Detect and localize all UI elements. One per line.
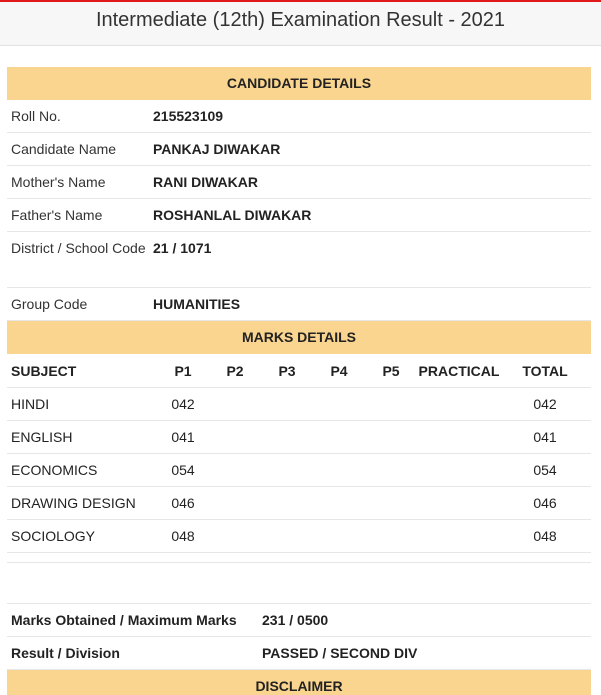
p1-cell: 054	[171, 462, 195, 478]
column-header-subject: SUBJECT	[11, 363, 77, 379]
column-header-total: TOTAL	[522, 363, 568, 379]
detail-row-group-code	[7, 288, 591, 321]
p5-cell	[365, 487, 417, 519]
practical-cell	[417, 388, 501, 420]
subject-cell: SOCIOLOGY	[11, 528, 96, 544]
p4-cell	[313, 388, 365, 420]
p3-cell	[261, 388, 313, 420]
p3-cell	[261, 421, 313, 453]
marks-obtained-label: Marks Obtained / Maximum Marks	[11, 612, 237, 628]
p1-cell: 041	[171, 429, 195, 445]
p5-cell	[365, 421, 417, 453]
column-header-p3: P3	[278, 363, 296, 379]
column-header-p4: P4	[330, 363, 348, 379]
p3-cell	[261, 454, 313, 486]
detail-label: Mother's Name	[11, 174, 106, 190]
p5-cell	[365, 520, 417, 552]
column-header-practical: PRACTICAL	[418, 363, 500, 379]
detail-row-roll-no	[7, 100, 591, 133]
summary-row-result	[7, 637, 591, 670]
table-row	[7, 487, 591, 520]
empty-row	[7, 562, 591, 604]
detail-value: HUMANITIES	[153, 296, 241, 312]
total-cell: 046	[533, 495, 557, 511]
p2-cell	[209, 520, 261, 552]
detail-row-fathers-name	[7, 199, 591, 232]
p1-cell: 042	[171, 396, 195, 412]
p4-cell	[313, 454, 365, 486]
detail-value: RANI DIWAKAR	[153, 174, 258, 190]
result-division-label: Result / Division	[11, 645, 120, 661]
result-division-value: PASSED / SECOND DIV	[262, 645, 418, 661]
marks-details-heading: MARKS DETAILS	[7, 321, 591, 354]
total-cell: 048	[533, 528, 557, 544]
detail-value: 21 / 1071	[153, 240, 212, 256]
column-header-p1: P1	[174, 363, 192, 379]
subject-cell: HINDI	[11, 396, 50, 412]
p2-cell	[209, 454, 261, 486]
detail-value: PANKAJ DIWAKAR	[153, 141, 281, 157]
practical-cell	[417, 454, 501, 486]
column-header-p5: P5	[382, 363, 400, 379]
table-row	[7, 388, 591, 421]
p2-cell	[209, 487, 261, 519]
p5-cell	[365, 388, 417, 420]
p5-cell	[365, 454, 417, 486]
p2-cell	[209, 421, 261, 453]
detail-label: Roll No.	[11, 108, 61, 124]
detail-label: District / School Code	[11, 240, 146, 256]
result-card	[7, 67, 591, 695]
detail-label: Father's Name	[11, 207, 103, 223]
marks-obtained-value: 231 / 0500	[262, 612, 329, 628]
disclaimer-heading: DISCLAIMER	[7, 670, 591, 695]
table-row	[7, 421, 591, 454]
page-title: Intermediate (12th) Examination Result - 2021	[0, 2, 601, 46]
table-row	[7, 454, 591, 487]
summary-row-marks	[7, 604, 591, 637]
p2-cell	[209, 388, 261, 420]
table-row	[7, 520, 591, 553]
detail-value: 215523109	[153, 108, 224, 124]
detail-row-mothers-name	[7, 166, 591, 199]
subject-cell: ECONOMICS	[11, 462, 98, 478]
p4-cell	[313, 520, 365, 552]
total-cell: 042	[533, 396, 557, 412]
detail-label: Group Code	[11, 296, 88, 312]
subject-cell: ENGLISH	[11, 429, 73, 445]
candidate-details-heading: CANDIDATE DETAILS	[7, 67, 591, 100]
p4-cell	[313, 421, 365, 453]
marks-table-header	[7, 354, 591, 388]
detail-row-candidate-name	[7, 133, 591, 166]
practical-cell	[417, 520, 501, 552]
detail-label: Candidate Name	[11, 141, 117, 157]
practical-cell	[417, 421, 501, 453]
total-cell: 054	[533, 462, 557, 478]
p3-cell	[261, 520, 313, 552]
p1-cell: 048	[171, 528, 195, 544]
total-cell: 041	[533, 429, 557, 445]
column-header-p2: P2	[226, 363, 244, 379]
p3-cell	[261, 487, 313, 519]
p4-cell	[313, 487, 365, 519]
practical-cell	[417, 487, 501, 519]
detail-row-district-school-code	[7, 232, 591, 288]
p1-cell: 046	[171, 495, 195, 511]
subject-cell: DRAWING DESIGN	[11, 495, 136, 511]
detail-value: ROSHANLAL DIWAKAR	[153, 207, 312, 223]
